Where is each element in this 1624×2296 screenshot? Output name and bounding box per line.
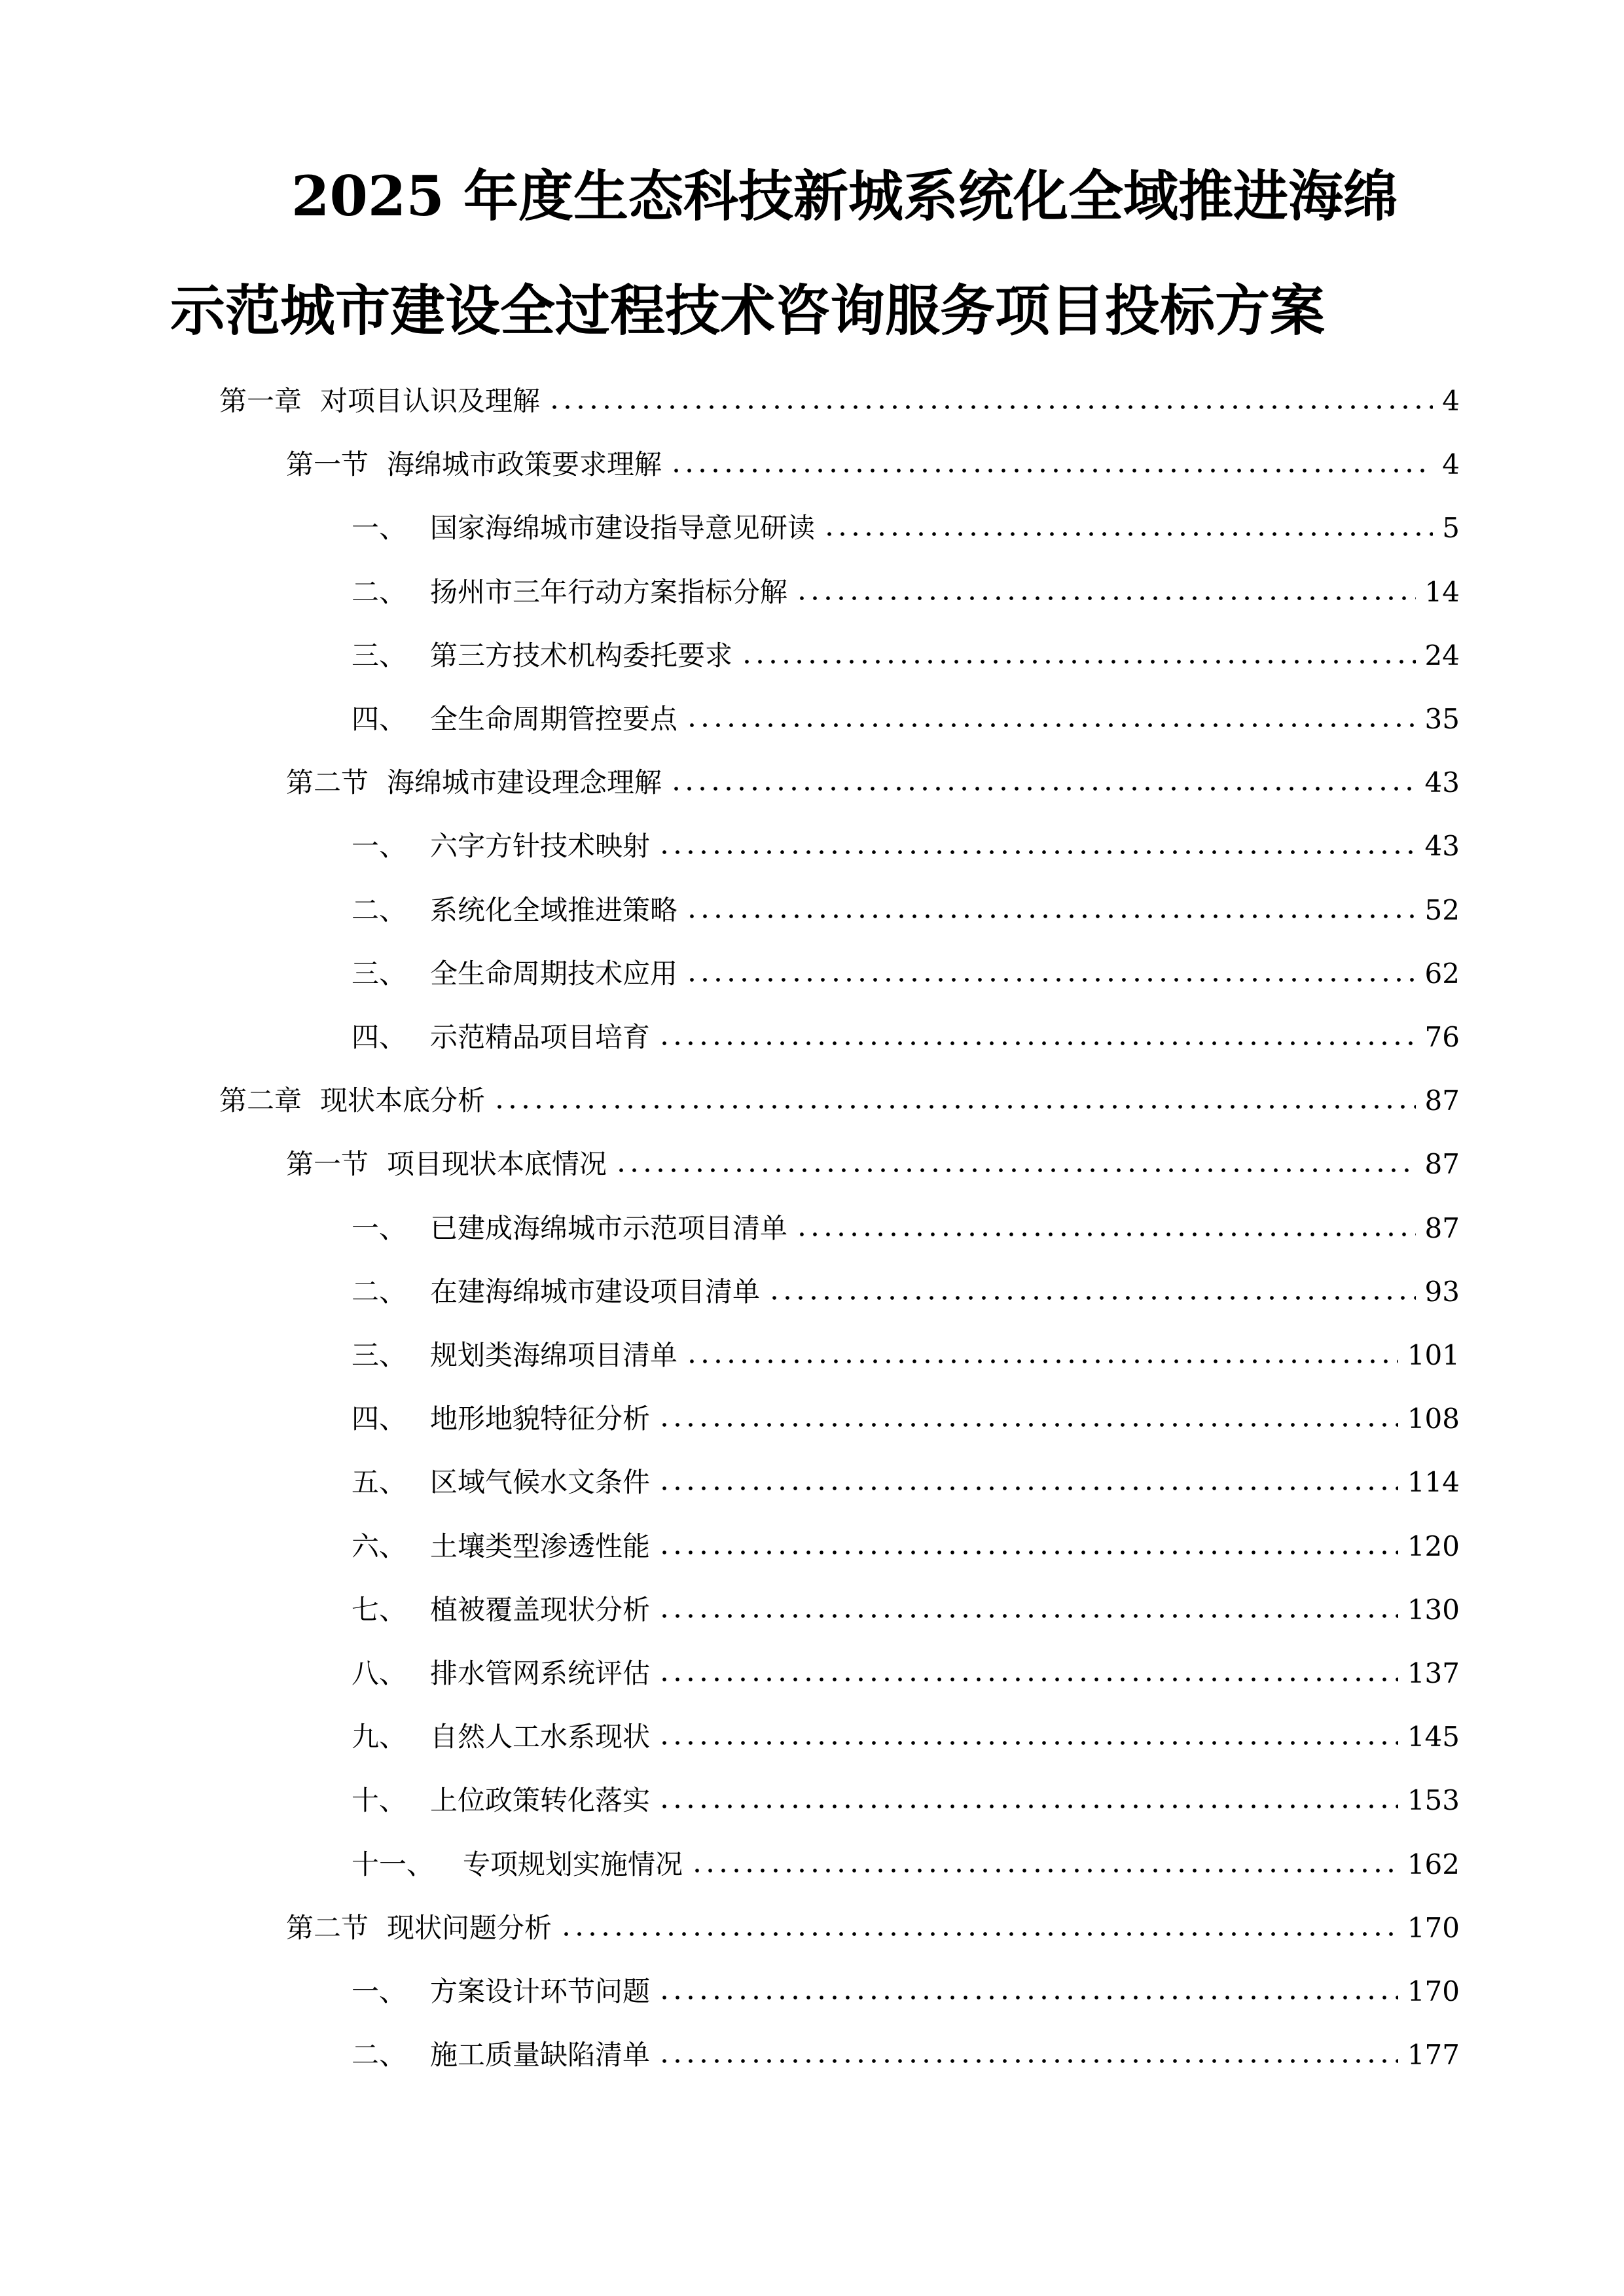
toc-entry-title: 系统化全域推进策略 xyxy=(430,894,678,926)
toc-entry-number: 第一章 xyxy=(219,385,302,417)
toc-entry-title: 规划类海绵项目清单 xyxy=(430,1339,678,1371)
toc-entry-title: 现状问题分析 xyxy=(387,1912,552,1944)
toc-entry-number: 十一、 xyxy=(352,1848,435,1880)
toc-page-number: 35 xyxy=(1424,703,1460,735)
toc-entry-label xyxy=(352,1524,650,1570)
toc-entry[interactable] xyxy=(352,1969,1460,2015)
toc-entry[interactable] xyxy=(219,1078,1460,1124)
toc-entry-number: 第二节 xyxy=(286,766,369,798)
toc-entry-label xyxy=(352,1269,760,1315)
toc-page-number: 153 xyxy=(1407,1784,1460,1816)
toc-page-number: 162 xyxy=(1407,1848,1460,1880)
toc-entry-label xyxy=(352,888,677,933)
toc-entry[interactable] xyxy=(352,1778,1460,1823)
toc-entry-title: 施工质量缺陷清单 xyxy=(430,2039,651,2071)
toc-dot-leader xyxy=(685,913,1416,920)
toc-entry-label xyxy=(352,1014,650,1060)
toc-entry-label xyxy=(352,1333,677,1378)
toc-entry-title: 全生命周期管控要点 xyxy=(430,703,678,735)
toc-entry-label xyxy=(352,1969,650,2015)
toc-entry-number: 一、 xyxy=(352,830,407,862)
toc-page-number: 14 xyxy=(1424,576,1460,608)
toc-entry-number: 九、 xyxy=(352,1721,407,1753)
toc-entry-title: 土壤类型渗透性能 xyxy=(430,1530,651,1562)
toc-page-number: 43 xyxy=(1424,830,1460,862)
toc-entry[interactable] xyxy=(352,951,1460,997)
toc-entry-label xyxy=(352,1778,650,1823)
toc-entry-number: 六、 xyxy=(352,1530,407,1562)
toc-dot-leader xyxy=(795,595,1416,601)
toc-entry[interactable] xyxy=(352,823,1460,869)
toc-page-number: 62 xyxy=(1424,958,1460,990)
toc-page-number: 170 xyxy=(1407,1912,1460,1944)
toc-entry-number: 第一节 xyxy=(286,1148,369,1180)
toc-dot-leader xyxy=(658,1485,1398,1492)
toc-entry-label xyxy=(352,569,787,615)
toc-entry-title: 上位政策转化落实 xyxy=(430,1784,651,1816)
toc-entry[interactable] xyxy=(352,1014,1460,1060)
toc-entry-title: 项目现状本底情况 xyxy=(387,1148,607,1180)
toc-entry[interactable] xyxy=(352,888,1460,933)
toc-entry[interactable] xyxy=(286,1141,1460,1187)
toc-dot-leader xyxy=(658,1040,1416,1047)
toc-page-number: 101 xyxy=(1407,1339,1460,1371)
toc-page-number: 24 xyxy=(1424,639,1460,672)
toc-entry[interactable] xyxy=(352,1714,1460,1760)
toc-entry-label xyxy=(352,1714,650,1760)
toc-entry-label xyxy=(352,505,815,551)
toc-entry-number: 三、 xyxy=(352,958,407,990)
toc-entry-number: 二、 xyxy=(352,576,407,608)
toc-entry-number: 第一节 xyxy=(286,448,369,480)
toc-page-number: 4 xyxy=(1442,385,1460,417)
toc-entry[interactable] xyxy=(352,1651,1460,1696)
toc-page-number: 52 xyxy=(1424,894,1460,926)
toc-dot-leader xyxy=(670,785,1416,792)
toc-entry-label xyxy=(286,1905,552,1951)
toc-entry-number: 一、 xyxy=(352,512,407,544)
toc-dot-leader xyxy=(658,1676,1398,1683)
toc-dot-leader xyxy=(658,1549,1398,1556)
toc-entry-number: 十、 xyxy=(352,1784,407,1816)
toc-page-number: 120 xyxy=(1407,1530,1460,1562)
toc-entry-title: 已建成海绵城市示范项目清单 xyxy=(430,1212,788,1244)
toc-entry-label xyxy=(352,1651,650,1696)
toc-entry[interactable] xyxy=(352,1524,1460,1570)
toc-entry-label xyxy=(352,1587,650,1633)
toc-entry-title: 自然人工水系现状 xyxy=(430,1721,651,1753)
toc-entry-title: 六字方针技术映射 xyxy=(430,830,651,862)
toc-entry-title: 海绵城市政策要求理解 xyxy=(387,448,662,480)
toc-entry-title: 区域气候水文条件 xyxy=(430,1466,651,1498)
toc-page-number: 177 xyxy=(1407,2039,1460,2071)
toc-entry-number: 第二节 xyxy=(286,1912,369,1944)
toc-dot-leader xyxy=(685,1358,1398,1365)
toc-page-number: 137 xyxy=(1407,1657,1460,1689)
toc-dot-leader xyxy=(685,977,1416,983)
toc-entry-title: 在建海绵城市建设项目清单 xyxy=(430,1276,761,1308)
toc-entry[interactable] xyxy=(352,569,1460,615)
toc-entry-title: 第三方技术机构委托要求 xyxy=(430,639,733,672)
toc-page-number: 87 xyxy=(1424,1148,1460,1180)
toc-entry[interactable] xyxy=(352,633,1460,679)
toc-entry-number: 五、 xyxy=(352,1466,407,1498)
toc-entry-label xyxy=(286,442,662,488)
toc-entry-label xyxy=(352,1460,650,1505)
toc-entry-number: 四、 xyxy=(352,703,407,735)
toc-entry[interactable] xyxy=(352,1333,1460,1378)
toc-page-number: 87 xyxy=(1424,1085,1460,1117)
toc-dot-leader xyxy=(768,1295,1416,1301)
toc-entry-number: 二、 xyxy=(352,2039,407,2071)
toc-entry-title: 全生命周期技术应用 xyxy=(430,958,678,990)
toc-dot-leader xyxy=(670,467,1433,474)
document-title-line-1: 2025 年度生态科技新城系统化全域推进海绵 xyxy=(291,164,1399,228)
toc-entry-title: 排水管网系统评估 xyxy=(430,1657,651,1689)
toc-entry[interactable] xyxy=(352,1396,1460,1442)
toc-entry-label xyxy=(286,1141,607,1187)
toc-entry-title: 示范精品项目培育 xyxy=(430,1021,651,1053)
toc-entry[interactable] xyxy=(352,1269,1460,1315)
toc-entry-label xyxy=(352,633,732,679)
toc-dot-leader xyxy=(658,849,1416,855)
toc-entry-number: 一、 xyxy=(352,1975,407,2007)
toc-entry-title: 方案设计环节问题 xyxy=(430,1975,651,2007)
toc-page-number: 43 xyxy=(1424,766,1460,798)
document-title-line-2: 示范城市建设全过程技术咨询服务项目投标方案 xyxy=(170,278,1326,343)
toc-page-number: 114 xyxy=(1407,1466,1460,1498)
toc-page-number: 76 xyxy=(1424,1021,1460,1053)
toc-dot-leader xyxy=(658,2058,1398,2064)
toc-entry-number: 二、 xyxy=(352,894,407,926)
toc-dot-leader xyxy=(548,404,1433,410)
toc-page-number: 130 xyxy=(1407,1594,1460,1626)
toc-dot-leader xyxy=(795,1231,1416,1238)
toc-entry-label xyxy=(352,823,650,869)
toc-dot-leader xyxy=(691,1867,1398,1874)
toc-entry[interactable] xyxy=(352,1460,1460,1505)
toc-page-number: 93 xyxy=(1424,1276,1460,1308)
toc-dot-leader xyxy=(658,1740,1398,1746)
toc-dot-leader xyxy=(658,1803,1398,1810)
toc-entry-label xyxy=(352,2032,650,2078)
toc-page-number: 5 xyxy=(1442,512,1460,544)
toc-dot-leader xyxy=(658,1422,1398,1428)
toc-entry[interactable] xyxy=(352,2032,1460,2078)
toc-entry-label xyxy=(352,1842,683,1888)
toc-entry-title: 植被覆盖现状分析 xyxy=(430,1594,651,1626)
toc-entry-number: 三、 xyxy=(352,1339,407,1371)
toc-entry-label xyxy=(352,951,677,997)
toc-entry[interactable] xyxy=(352,505,1460,551)
toc-entry[interactable] xyxy=(219,378,1460,424)
toc-entry-number: 第二章 xyxy=(219,1085,302,1117)
toc-page-number: 170 xyxy=(1407,1975,1460,2007)
toc-dot-leader xyxy=(658,1994,1398,2001)
toc-entry-number: 四、 xyxy=(352,1021,407,1053)
toc-dot-leader xyxy=(658,1613,1398,1619)
toc-entry-title: 专项规划实施情况 xyxy=(463,1848,683,1880)
toc-entry[interactable] xyxy=(286,760,1460,806)
toc-entry[interactable] xyxy=(352,1206,1460,1251)
toc-entry-label xyxy=(219,1078,485,1124)
toc-page-number: 87 xyxy=(1424,1212,1460,1244)
toc-entry-number: 一、 xyxy=(352,1212,407,1244)
toc-dot-leader xyxy=(740,658,1416,665)
toc-page-number: 4 xyxy=(1442,448,1460,480)
toc-entry-number: 七、 xyxy=(352,1594,407,1626)
toc-entry-label xyxy=(352,1396,650,1442)
toc-page-number: 145 xyxy=(1407,1721,1460,1753)
toc-entry-title: 海绵城市建设理念理解 xyxy=(387,766,662,798)
toc-entry-number: 三、 xyxy=(352,639,407,672)
toc-dot-leader xyxy=(493,1103,1416,1110)
toc-entry-label xyxy=(286,760,662,806)
toc-entry[interactable] xyxy=(352,696,1460,742)
toc-dot-leader xyxy=(823,531,1433,537)
toc-dot-leader xyxy=(615,1167,1416,1174)
toc-entry-title: 国家海绵城市建设指导意见研读 xyxy=(430,512,816,544)
toc-entry-number: 二、 xyxy=(352,1276,407,1308)
toc-entry-number: 八、 xyxy=(352,1657,407,1689)
toc-entry[interactable] xyxy=(352,1587,1460,1633)
toc-dot-leader xyxy=(685,722,1416,728)
toc-dot-leader xyxy=(560,1931,1398,1937)
toc-entry-label xyxy=(219,378,540,424)
toc-entry-label xyxy=(352,696,677,742)
toc-entry-title: 扬州市三年行动方案指标分解 xyxy=(430,576,788,608)
toc-entry-label xyxy=(352,1206,787,1251)
toc-page-number: 108 xyxy=(1407,1403,1460,1435)
toc-entry-title: 现状本底分析 xyxy=(320,1085,486,1117)
toc-entry-title: 地形地貌特征分析 xyxy=(430,1403,651,1435)
toc-entry[interactable] xyxy=(286,1905,1460,1951)
toc-entry[interactable] xyxy=(286,442,1460,488)
toc-entry-title: 对项目认识及理解 xyxy=(320,385,541,417)
toc-entry-number: 四、 xyxy=(352,1403,407,1435)
toc-entry[interactable] xyxy=(352,1842,1460,1888)
